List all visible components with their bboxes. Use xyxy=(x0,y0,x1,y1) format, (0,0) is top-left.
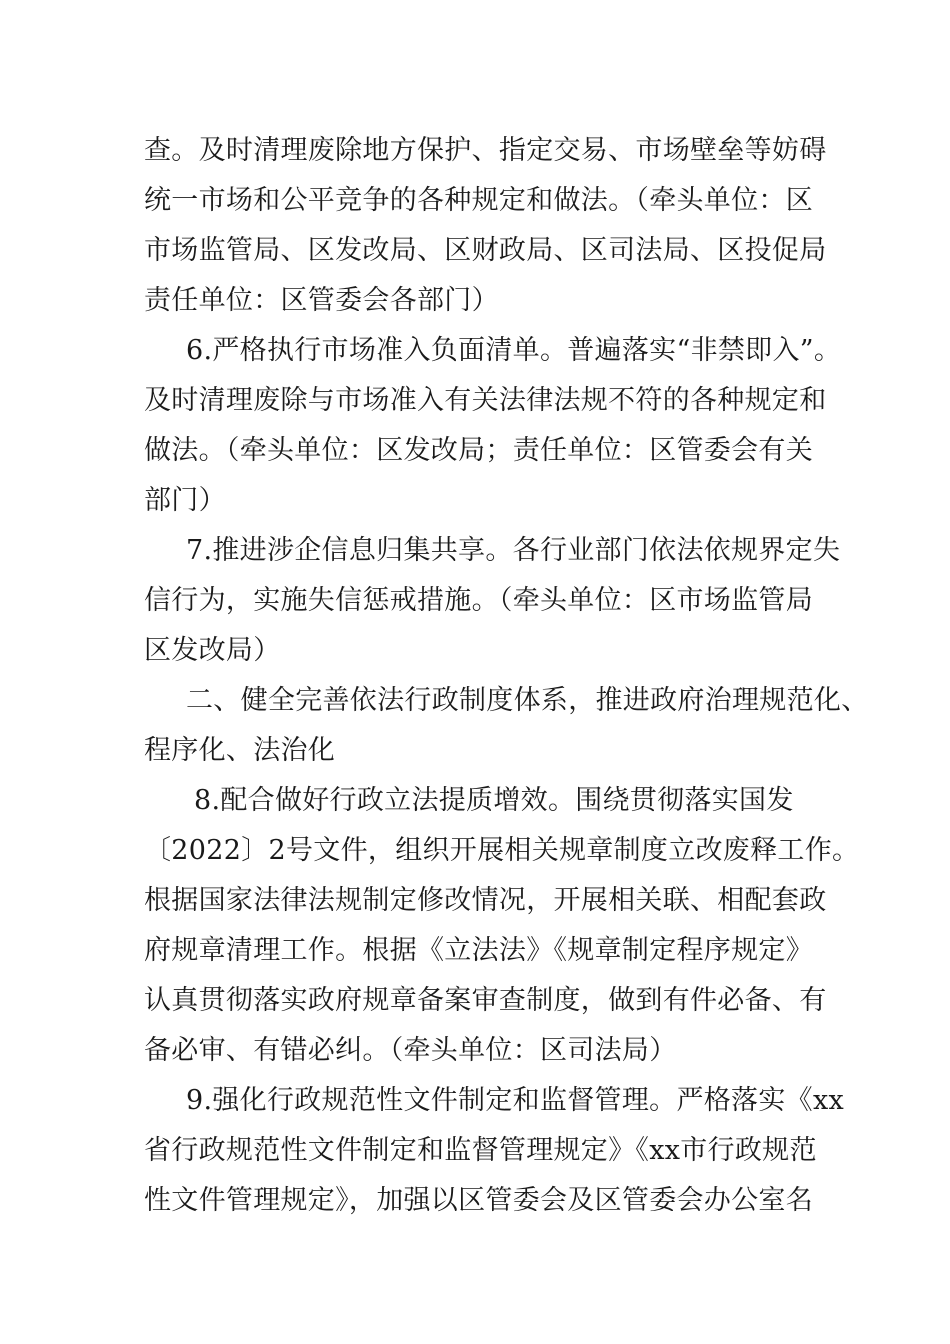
paragraph-8-start: 8.配合做好行政立法提质增效。围绕贯彻落实国发 xyxy=(194,785,794,816)
section-heading-2-cont: 程序化、法治化 xyxy=(144,735,336,766)
text-line: 查。及时清理废除地方保护、指定交易、市场壁垒等妨碍 xyxy=(144,135,827,166)
text-line: 及时清理废除与市场准入有关法律法规不符的各种规定和 xyxy=(144,385,827,416)
text-line: 市场监管局、区发改局、区财政局、区司法局、区投促局 xyxy=(144,235,827,266)
text-line: 信行为，实施失信惩戒措施。（牵头单位：区市场监管局 xyxy=(144,585,813,616)
text-line: 区发改局） xyxy=(144,635,281,666)
paragraph-7-start: 7.推进涉企信息归集共享。各行业部门依法依规界定失 xyxy=(186,535,841,566)
text-line: 部门） xyxy=(144,485,226,516)
text-line: 〔2022〕2号文件，组织开展相关规章制度立改废释工作。 xyxy=(144,835,860,866)
text-line: 责任单位：区管委会各部门） xyxy=(144,285,499,316)
section-heading-2: 二、健全完善依法行政制度体系，推进政府治理规范化、 xyxy=(186,685,869,716)
text-line: 根据国家法律法规制定修改情况，开展相关联、相配套政 xyxy=(144,885,827,916)
paragraph-9-start: 9.强化行政规范性文件制定和监督管理。严格落实《xx xyxy=(186,1085,845,1116)
text-line: 统一市场和公平竞争的各种规定和做法。（牵头单位：区 xyxy=(144,185,813,216)
text-line: 备必审、有错必纠。（牵头单位：区司法局） xyxy=(144,1035,677,1066)
text-line: 认真贯彻落实政府规章备案审查制度，做到有件必备、有 xyxy=(144,985,827,1016)
text-line: 性文件管理规定》，加强以区管委会及区管委会办公室名 xyxy=(144,1185,813,1216)
text-line: 做法。（牵头单位：区发改局；责任单位：区管委会有关 xyxy=(144,435,813,466)
text-line: 府规章清理工作。根据《立法法》《规章制定程序规定》 xyxy=(144,935,813,966)
text-line: 省行政规范性文件制定和监督管理规定》《xx市行政规范 xyxy=(144,1135,817,1166)
paragraph-6-start: 6.严格执行市场准入负面清单。普遍落实“非禁即入”。 xyxy=(186,335,842,366)
